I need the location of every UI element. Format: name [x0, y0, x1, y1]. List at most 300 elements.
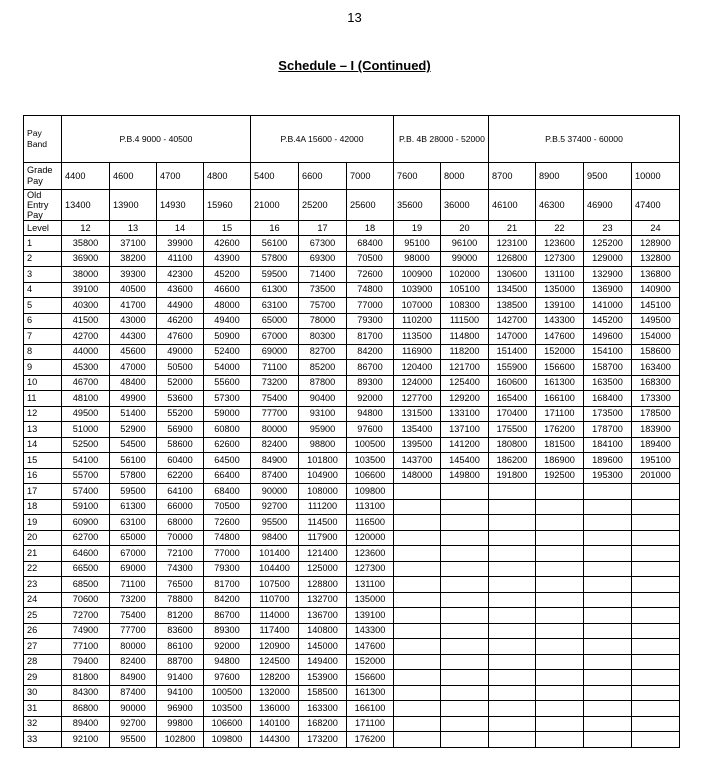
grade-pay-cell: 4700 — [157, 163, 204, 190]
pay-cell — [536, 561, 584, 577]
pay-cell — [441, 654, 489, 670]
pay-cell — [394, 701, 441, 717]
pay-cell — [584, 654, 632, 670]
level-index-cell: 25 — [24, 608, 62, 624]
pay-cell: 92700 — [110, 716, 157, 732]
level-index-cell: 26 — [24, 623, 62, 639]
table-row — [24, 685, 680, 701]
pay-cell: 98400 — [251, 530, 299, 546]
level-index-cell: 29 — [24, 670, 62, 686]
pay-cell: 116900 — [394, 344, 441, 360]
pay-cell: 121400 — [299, 546, 347, 562]
level-index-cell: 24 — [24, 592, 62, 608]
pay-cell: 75400 — [110, 608, 157, 624]
pay-cell — [394, 484, 441, 500]
pay-cell: 105100 — [441, 282, 489, 298]
pay-cell: 186900 — [536, 453, 584, 469]
pay-cell: 94800 — [347, 406, 394, 422]
pay-cell — [394, 670, 441, 686]
pay-cell — [632, 608, 680, 624]
pay-cell: 97600 — [204, 670, 251, 686]
pay-cell: 189600 — [584, 453, 632, 469]
grade-pay-cell: 4600 — [110, 163, 157, 190]
pay-cell: 44300 — [110, 329, 157, 345]
pay-cell — [536, 639, 584, 655]
pay-cell: 80000 — [110, 639, 157, 655]
pay-cell: 79400 — [62, 654, 110, 670]
level-index-cell: 2 — [24, 251, 62, 267]
pay-cell: 92000 — [204, 639, 251, 655]
pay-cell: 176200 — [536, 422, 584, 438]
pay-cell: 77700 — [251, 406, 299, 422]
pay-cell: 60900 — [62, 515, 110, 531]
grade-pay-cell: 6600 — [299, 163, 347, 190]
old-entry-pay-cell: 21000 — [251, 190, 299, 221]
pay-cell — [441, 546, 489, 562]
pay-cell — [584, 732, 632, 748]
pay-cell: 46600 — [204, 282, 251, 298]
pay-cell: 171100 — [536, 406, 584, 422]
pay-cell: 40300 — [62, 298, 110, 314]
pay-cell: 100500 — [204, 685, 251, 701]
pay-cell: 81800 — [62, 670, 110, 686]
pay-cell: 128900 — [632, 236, 680, 252]
pay-cell: 165400 — [489, 391, 536, 407]
pay-cell: 161300 — [536, 375, 584, 391]
pay-cell: 143300 — [536, 313, 584, 329]
pay-cell: 71100 — [110, 577, 157, 593]
level-index-cell: 22 — [24, 561, 62, 577]
pay-cell — [489, 484, 536, 500]
pay-cell: 51000 — [62, 422, 110, 438]
pay-cell: 143300 — [347, 623, 394, 639]
pay-cell — [584, 608, 632, 624]
pay-cell: 140100 — [251, 716, 299, 732]
pay-cell: 166100 — [347, 701, 394, 717]
pay-cell: 133100 — [441, 406, 489, 422]
pay-cell: 67000 — [251, 329, 299, 345]
old-entry-pay-cell: 46300 — [536, 190, 584, 221]
pay-cell — [584, 515, 632, 531]
pay-cell: 88700 — [157, 654, 204, 670]
pay-cell: 152000 — [536, 344, 584, 360]
pay-cell: 99000 — [441, 251, 489, 267]
table-row — [24, 654, 680, 670]
pay-cell: 114000 — [251, 608, 299, 624]
pay-cell: 86700 — [204, 608, 251, 624]
pay-cell: 149400 — [299, 654, 347, 670]
pay-cell: 176200 — [347, 732, 394, 748]
pay-cell — [584, 592, 632, 608]
pay-cell: 138500 — [489, 298, 536, 314]
pay-cell: 139500 — [394, 437, 441, 453]
pay-cell: 86100 — [157, 639, 204, 655]
pay-cell: 89300 — [204, 623, 251, 639]
pay-cell: 60800 — [204, 422, 251, 438]
pay-cell — [584, 701, 632, 717]
pay-cell: 74800 — [204, 530, 251, 546]
level-index-cell: 28 — [24, 654, 62, 670]
pay-cell: 68400 — [204, 484, 251, 500]
pay-cell: 84900 — [251, 453, 299, 469]
pay-cell: 89300 — [347, 375, 394, 391]
table-row — [24, 329, 680, 345]
pay-cell: 43600 — [157, 282, 204, 298]
pay-cell — [489, 732, 536, 748]
table-row — [24, 298, 680, 314]
pay-cell: 147000 — [489, 329, 536, 345]
pay-cell: 47600 — [157, 329, 204, 345]
pay-cell: 96100 — [441, 236, 489, 252]
pay-cell: 135000 — [347, 592, 394, 608]
pay-cell: 75700 — [299, 298, 347, 314]
pay-cell: 158700 — [584, 360, 632, 376]
pay-cell: 66500 — [62, 561, 110, 577]
level-number-cell: 17 — [299, 221, 347, 236]
table-row — [24, 701, 680, 717]
pay-cell: 103900 — [394, 282, 441, 298]
pay-cell: 118200 — [441, 344, 489, 360]
pay-cell: 82700 — [299, 344, 347, 360]
pay-cell: 101400 — [251, 546, 299, 562]
pay-cell: 47000 — [110, 360, 157, 376]
pay-cell: 139100 — [536, 298, 584, 314]
pay-cell — [441, 716, 489, 732]
pay-cell: 101800 — [299, 453, 347, 469]
pay-cell: 44000 — [62, 344, 110, 360]
pay-cell: 41100 — [157, 251, 204, 267]
level-index-cell: 18 — [24, 499, 62, 515]
pay-cell: 84900 — [110, 670, 157, 686]
level-index-cell: 3 — [24, 267, 62, 283]
pay-cell: 170400 — [489, 406, 536, 422]
pay-cell: 55200 — [157, 406, 204, 422]
pay-cell: 81700 — [347, 329, 394, 345]
pay-cell — [394, 732, 441, 748]
pay-cell: 130600 — [489, 267, 536, 283]
table-row — [24, 732, 680, 748]
pay-cell: 180800 — [489, 437, 536, 453]
pay-cell: 117900 — [299, 530, 347, 546]
table-row — [24, 530, 680, 546]
table-row — [24, 422, 680, 438]
pay-cell: 153900 — [299, 670, 347, 686]
pay-cell: 149800 — [441, 468, 489, 484]
level-index-cell: 23 — [24, 577, 62, 593]
pay-cell: 61300 — [251, 282, 299, 298]
pay-cell: 120000 — [347, 530, 394, 546]
pay-cell — [489, 654, 536, 670]
table-row — [24, 561, 680, 577]
pay-cell: 102800 — [157, 732, 204, 748]
pay-cell: 52500 — [62, 437, 110, 453]
pay-cell — [584, 546, 632, 562]
pay-cell: 99800 — [157, 716, 204, 732]
pay-cell: 87400 — [251, 468, 299, 484]
pay-cell: 43000 — [110, 313, 157, 329]
pay-cell: 135400 — [394, 422, 441, 438]
pay-cell: 103500 — [204, 701, 251, 717]
old-entry-pay-cell: 36000 — [441, 190, 489, 221]
pay-cell: 70000 — [157, 530, 204, 546]
pay-cell: 123600 — [347, 546, 394, 562]
old-entry-pay-cell: 46900 — [584, 190, 632, 221]
pay-cell — [394, 561, 441, 577]
level-number-cell: 24 — [632, 221, 680, 236]
pay-cell — [632, 670, 680, 686]
pay-cell: 42300 — [157, 267, 204, 283]
pay-cell: 72700 — [62, 608, 110, 624]
pay-cell: 125200 — [584, 236, 632, 252]
pay-cell: 158600 — [632, 344, 680, 360]
pay-cell: 195300 — [584, 468, 632, 484]
grade-pay-cell: 9500 — [584, 163, 632, 190]
pay-cell: 87400 — [110, 685, 157, 701]
table-row — [24, 437, 680, 453]
pay-cell — [632, 701, 680, 717]
pay-cell: 79300 — [204, 561, 251, 577]
pay-cell: 55700 — [62, 468, 110, 484]
grade-pay-cell: 10000 — [632, 163, 680, 190]
pay-cell — [584, 499, 632, 515]
pay-cell: 125000 — [299, 561, 347, 577]
pay-cell — [632, 561, 680, 577]
pay-cell: 40500 — [110, 282, 157, 298]
pay-cell: 121700 — [441, 360, 489, 376]
pay-cell: 128200 — [251, 670, 299, 686]
pay-cell: 68400 — [347, 236, 394, 252]
level-number-cell: 20 — [441, 221, 489, 236]
pay-cell: 46700 — [62, 375, 110, 391]
pay-cell: 178500 — [632, 406, 680, 422]
table-row — [24, 468, 680, 484]
table-row — [24, 670, 680, 686]
pay-cell: 186200 — [489, 453, 536, 469]
pay-cell — [441, 670, 489, 686]
pay-band-pb4b: P.B. 4B 28000 - 52000 — [394, 116, 489, 163]
grade-pay-cell: 8900 — [536, 163, 584, 190]
pay-cell — [632, 530, 680, 546]
pay-cell — [489, 530, 536, 546]
table-row — [24, 313, 680, 329]
pay-cell: 120900 — [251, 639, 299, 655]
pay-cell — [584, 484, 632, 500]
pay-cell: 61300 — [110, 499, 157, 515]
level-index-cell: 9 — [24, 360, 62, 376]
pay-cell: 39300 — [110, 267, 157, 283]
pay-cell — [536, 499, 584, 515]
pay-cell: 140800 — [299, 623, 347, 639]
pay-cell — [584, 639, 632, 655]
pay-cell: 106600 — [347, 468, 394, 484]
level-label: Level — [24, 221, 62, 236]
pay-cell: 102000 — [441, 267, 489, 283]
pay-cell: 95100 — [394, 236, 441, 252]
pay-cell — [441, 577, 489, 593]
pay-cell: 173500 — [584, 406, 632, 422]
pay-cell — [536, 654, 584, 670]
level-number-cell: 23 — [584, 221, 632, 236]
pay-cell — [584, 577, 632, 593]
level-index-cell: 10 — [24, 375, 62, 391]
level-number-cell: 14 — [157, 221, 204, 236]
pay-cell: 163500 — [584, 375, 632, 391]
pay-cell: 110200 — [394, 313, 441, 329]
pay-cell — [489, 608, 536, 624]
pay-cell: 65000 — [251, 313, 299, 329]
table-row — [24, 716, 680, 732]
pay-cell — [394, 530, 441, 546]
pay-cell: 131500 — [394, 406, 441, 422]
pay-cell: 38200 — [110, 251, 157, 267]
pay-cell: 100500 — [347, 437, 394, 453]
pay-cell: 68500 — [62, 577, 110, 593]
pay-cell: 70500 — [204, 499, 251, 515]
pay-cell: 191800 — [489, 468, 536, 484]
pay-cell — [441, 608, 489, 624]
pay-cell: 49400 — [204, 313, 251, 329]
pay-cell: 137100 — [441, 422, 489, 438]
old-entry-pay-cell: 14930 — [157, 190, 204, 221]
pay-cell: 163300 — [299, 701, 347, 717]
pay-cell: 108300 — [441, 298, 489, 314]
pay-cell: 107000 — [394, 298, 441, 314]
old-entry-pay-cell: 13400 — [62, 190, 110, 221]
pay-cell: 132700 — [299, 592, 347, 608]
pay-cell: 64500 — [204, 453, 251, 469]
pay-cell — [489, 577, 536, 593]
pay-cell: 148000 — [394, 468, 441, 484]
pay-matrix-table — [23, 115, 680, 748]
pay-cell — [489, 623, 536, 639]
pay-cell: 74300 — [157, 561, 204, 577]
pay-cell: 154000 — [632, 329, 680, 345]
table-row — [24, 282, 680, 298]
table-row — [24, 484, 680, 500]
pay-cell: 97600 — [347, 422, 394, 438]
pay-cell — [489, 515, 536, 531]
pay-cell: 147600 — [347, 639, 394, 655]
pay-cell: 54500 — [110, 437, 157, 453]
pay-cell: 124000 — [394, 375, 441, 391]
pay-cell: 58600 — [157, 437, 204, 453]
pay-cell: 173200 — [299, 732, 347, 748]
grade-pay-cell: 8000 — [441, 163, 489, 190]
pay-cell: 45200 — [204, 267, 251, 283]
table-row — [24, 499, 680, 515]
pay-cell: 149500 — [632, 313, 680, 329]
pay-cell — [584, 685, 632, 701]
table-row — [24, 453, 680, 469]
pay-cell: 201000 — [632, 468, 680, 484]
pay-cell: 57400 — [62, 484, 110, 500]
pay-cell: 171100 — [347, 716, 394, 732]
pay-cell: 96900 — [157, 701, 204, 717]
level-index-cell: 15 — [24, 453, 62, 469]
pay-cell: 59100 — [62, 499, 110, 515]
level-number-cell: 15 — [204, 221, 251, 236]
pay-cell: 63100 — [110, 515, 157, 531]
pay-cell: 132800 — [632, 251, 680, 267]
pay-cell: 168400 — [584, 391, 632, 407]
pay-cell — [632, 499, 680, 515]
pay-band-pb5: P.B.5 37400 - 60000 — [489, 116, 680, 163]
pay-cell: 77000 — [204, 546, 251, 562]
pay-cell: 100900 — [394, 267, 441, 283]
pay-cell: 77000 — [347, 298, 394, 314]
pay-cell: 37100 — [110, 236, 157, 252]
old-entry-pay-label: Old Entry Pay — [24, 190, 62, 221]
pay-cell: 184100 — [584, 437, 632, 453]
pay-cell: 64600 — [62, 546, 110, 562]
pay-cell: 39900 — [157, 236, 204, 252]
pay-cell: 69000 — [251, 344, 299, 360]
pay-cell: 108000 — [299, 484, 347, 500]
pay-cell — [584, 530, 632, 546]
pay-cell: 62600 — [204, 437, 251, 453]
pay-cell: 152000 — [347, 654, 394, 670]
pay-cell — [536, 592, 584, 608]
pay-cell — [632, 577, 680, 593]
level-index-cell: 21 — [24, 546, 62, 562]
pay-cell: 49900 — [110, 391, 157, 407]
pay-cell: 62200 — [157, 468, 204, 484]
pay-cell: 56900 — [157, 422, 204, 438]
pay-cell: 93100 — [299, 406, 347, 422]
pay-cell: 111200 — [299, 499, 347, 515]
pay-cell — [536, 732, 584, 748]
level-index-cell: 20 — [24, 530, 62, 546]
pay-cell: 86800 — [62, 701, 110, 717]
pay-cell: 95500 — [251, 515, 299, 531]
pay-cell: 74900 — [62, 623, 110, 639]
grade-pay-cell: 4400 — [62, 163, 110, 190]
pay-cell: 59500 — [251, 267, 299, 283]
pay-cell — [489, 499, 536, 515]
level-header-row — [24, 221, 680, 236]
table-row — [24, 639, 680, 655]
pay-cell: 45600 — [110, 344, 157, 360]
pay-cell: 39100 — [62, 282, 110, 298]
pay-cell: 78000 — [299, 313, 347, 329]
pay-cell: 132000 — [251, 685, 299, 701]
pay-cell: 114500 — [299, 515, 347, 531]
pay-cell: 82400 — [110, 654, 157, 670]
pay-cell: 48000 — [204, 298, 251, 314]
pay-cell: 86700 — [347, 360, 394, 376]
pay-cell: 154100 — [584, 344, 632, 360]
pay-band-pb4a: P.B.4A 15600 - 42000 — [251, 116, 394, 163]
pay-cell: 136000 — [251, 701, 299, 717]
pay-cell: 92000 — [347, 391, 394, 407]
pay-cell: 178700 — [584, 422, 632, 438]
grade-pay-cell: 7600 — [394, 163, 441, 190]
pay-cell: 79300 — [347, 313, 394, 329]
level-number-cell: 19 — [394, 221, 441, 236]
pay-cell: 72100 — [157, 546, 204, 562]
pay-cell — [394, 716, 441, 732]
level-index-cell: 17 — [24, 484, 62, 500]
pay-cell: 183900 — [632, 422, 680, 438]
pay-cell — [632, 639, 680, 655]
table-row — [24, 391, 680, 407]
pay-cell: 98000 — [394, 251, 441, 267]
pay-cell — [536, 577, 584, 593]
pay-cell: 156600 — [536, 360, 584, 376]
pay-cell — [536, 515, 584, 531]
pay-cell — [632, 623, 680, 639]
pay-cell: 44900 — [157, 298, 204, 314]
